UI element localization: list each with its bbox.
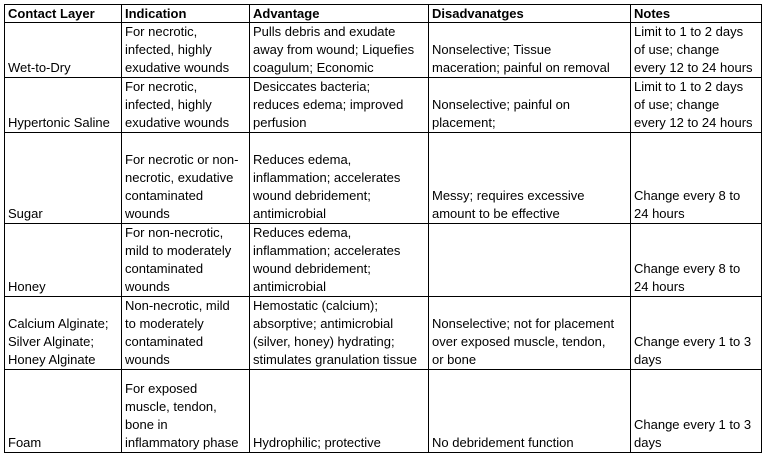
cell-contact-layer: Hypertonic Saline xyxy=(5,78,122,133)
cell-contact-layer: Sugar xyxy=(5,133,122,224)
cell-disadvantages: No debridement function xyxy=(429,370,631,453)
cell-notes: Change every 1 to 3 days xyxy=(631,297,762,370)
header-indication: Indication xyxy=(122,5,250,23)
cell-indication: For exposed muscle, tendon, bone in inflammatory phase xyxy=(122,370,250,453)
cell-disadvantages: Nonselective; painful on placement; xyxy=(429,78,631,133)
cell-disadvantages: Messy; requires excessive amount to be effective xyxy=(429,133,631,224)
table-row xyxy=(5,370,762,453)
cell-contact-layer: Honey xyxy=(5,224,122,297)
cell-indication: For non-necrotic, mild to moderately contaminated wounds xyxy=(122,224,250,297)
cell-disadvantages xyxy=(429,224,631,297)
cell-notes: Change every 8 to 24 hours xyxy=(631,224,762,297)
header-row xyxy=(5,5,762,23)
table-row xyxy=(5,133,762,224)
cell-advantage: Hemostatic (calcium); absorptive; antimicrobial (silver, honey) hydrating; stimulates granulation tissue xyxy=(250,297,429,370)
cell-advantage: Reduces edema, inflammation; accelerates wound debridement; antimicrobial xyxy=(250,224,429,297)
cell-notes: Change every 8 to 24 hours xyxy=(631,133,762,224)
cell-indication: For necrotic, infected, highly exudative wounds xyxy=(122,23,250,78)
cell-advantage: Desiccates bacteria; reduces edema; improved perfusion xyxy=(250,78,429,133)
cell-advantage: Hydrophilic; protective xyxy=(250,370,429,453)
table-row xyxy=(5,224,762,297)
header-disadvantages: Disadvanatges xyxy=(429,5,631,23)
cell-indication: For necrotic, infected, highly exudative wounds xyxy=(122,78,250,133)
header-notes: Notes xyxy=(631,5,762,23)
cell-disadvantages: Nonselective; Tissue maceration; painful on removal xyxy=(429,23,631,78)
table-row xyxy=(5,78,762,133)
table-row xyxy=(5,297,762,370)
cell-notes: Limit to 1 to 2 days of use; change every 12 to 24 hours xyxy=(631,78,762,133)
cell-contact-layer: Wet-to-Dry xyxy=(5,23,122,78)
cell-contact-layer: Calcium Alginate; Silver Alginate; Honey Alginate xyxy=(5,297,122,370)
header-contact-layer: Contact Layer xyxy=(5,5,122,23)
cell-advantage: Reduces edema, inflammation; accelerates wound debridement; antimicrobial xyxy=(250,133,429,224)
cell-disadvantages: Nonselective; not for placement over exposed muscle, tendon, or bone xyxy=(429,297,631,370)
table-row xyxy=(5,23,762,78)
cell-advantage: Pulls debris and exudate away from wound; Liquefies coagulum; Economic xyxy=(250,23,429,78)
cell-contact-layer: Foam xyxy=(5,370,122,453)
cell-indication: Non-necrotic, mild to moderately contaminated wounds xyxy=(122,297,250,370)
cell-notes: Limit to 1 to 2 days of use; change every 12 to 24 hours xyxy=(631,23,762,78)
cell-indication: For necrotic or non- necrotic, exudative contaminated wounds xyxy=(122,133,250,224)
header-advantage: Advantage xyxy=(250,5,429,23)
cell-notes: Change every 1 to 3 days xyxy=(631,370,762,453)
wound-dressing-table xyxy=(4,4,762,453)
